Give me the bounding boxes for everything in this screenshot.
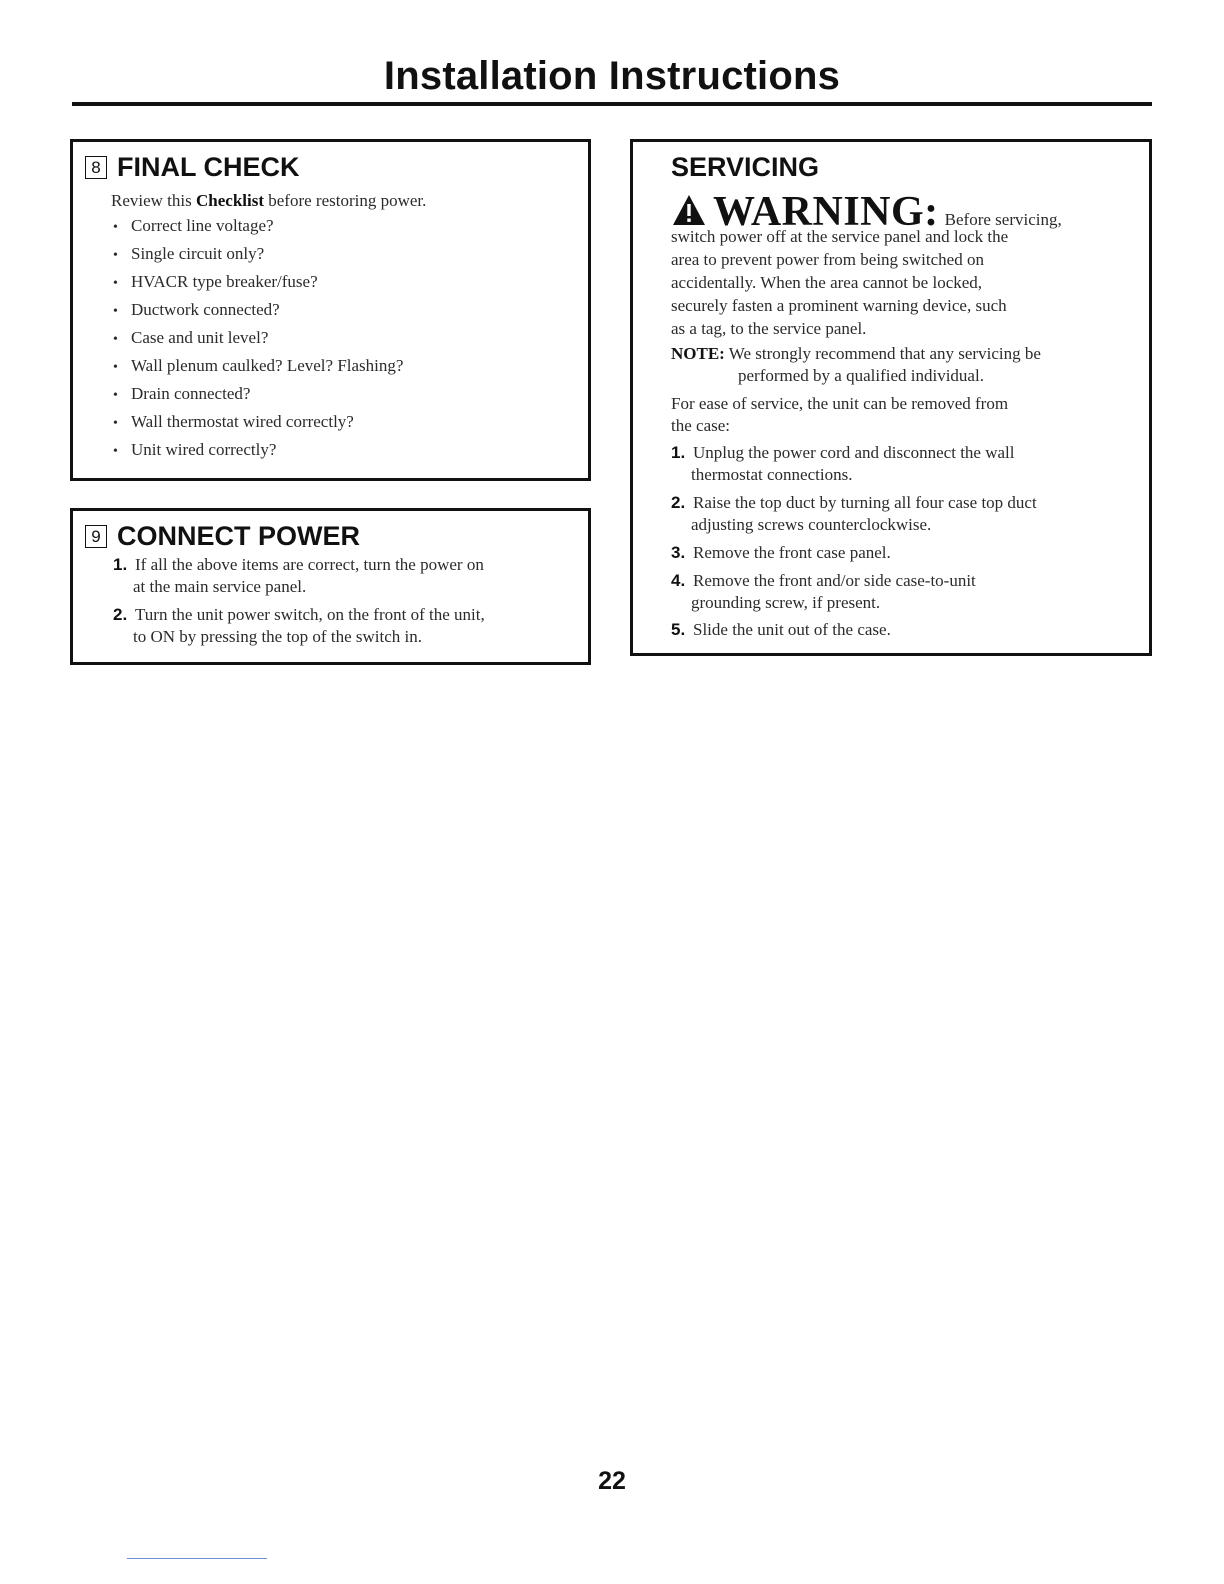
final-check-intro — [111, 190, 426, 213]
title-rule — [72, 102, 1152, 106]
step-num: 3. — [671, 543, 686, 562]
final-check-heading — [85, 152, 300, 183]
step-text: Turn the unit power switch, on the front of the unit, — [135, 605, 485, 624]
power-step-1-cont: at the main service panel. — [133, 577, 307, 596]
step-number-badge: 9 — [85, 525, 107, 548]
warning-word: WARNING: — [713, 189, 939, 235]
intro-text: Review this — [111, 191, 196, 210]
note-label: NOTE: — [671, 344, 725, 363]
warning-lead: Before servicing, — [944, 210, 1062, 229]
connect-power-heading — [85, 521, 360, 552]
checklist-item: • Correct line voltage? — [113, 215, 403, 243]
step-num: 1. — [113, 555, 128, 574]
connect-power-section — [70, 508, 591, 665]
checklist-item: • HVACR type breaker/fuse? — [113, 271, 403, 299]
ease-line: For ease of service, the unit can be removed from — [671, 394, 1009, 413]
checklist-item: • Case and unit level? — [113, 327, 403, 355]
warning-text-line: securely fasten a prominent warning device, such — [671, 296, 1007, 315]
power-step-2-cont: to ON by pressing the top of the switch in. — [133, 627, 422, 646]
warning-text-line: area to prevent power from being switched on — [671, 250, 984, 269]
step-text: Slide the unit out of the case. — [693, 620, 891, 639]
step-num: 5. — [671, 620, 686, 639]
intro-text-end: before restoring power. — [264, 191, 427, 210]
servicing-heading: SERVICING — [671, 152, 820, 182]
final-check-title: FINAL CHECK — [117, 152, 300, 182]
checklist — [113, 215, 403, 467]
service-step-2-cont: adjusting screws counterclockwise. — [691, 515, 932, 534]
checklist-item: • Wall plenum caulked? Level? Flashing? — [113, 355, 403, 383]
checklist-item: • Unit wired correctly? — [113, 439, 403, 467]
power-step-1 — [113, 554, 484, 577]
step-num: 2. — [113, 605, 128, 624]
checklist-item: • Single circuit only? — [113, 243, 403, 271]
page-title: Installation Instructions — [383, 54, 841, 98]
checklist-item: • Ductwork connected? — [113, 299, 403, 327]
service-step-4 — [671, 570, 976, 593]
step-text: Unplug the power cord and disconnect the wall — [693, 443, 1015, 462]
step-text: Remove the front and/or side case-to-unit — [693, 571, 976, 590]
ease-line-cont: the case: — [671, 416, 730, 435]
footer-rule — [127, 1558, 267, 1559]
service-step-3 — [671, 542, 891, 565]
warning-triangle-icon — [671, 193, 707, 227]
note-line-cont: performed by a qualified individual. — [738, 366, 984, 385]
step-text: Raise the top duct by turning all four case top duct — [693, 493, 1037, 512]
step-num: 2. — [671, 493, 686, 512]
servicing-section — [630, 139, 1152, 656]
checklist-item: • Drain connected? — [113, 383, 403, 411]
warning-text-line: as a tag, to the service panel. — [671, 319, 867, 338]
connect-power-title: CONNECT POWER — [117, 521, 360, 551]
warning-text-line: accidentally. When the area cannot be locked, — [671, 273, 983, 292]
note-text: We strongly recommend that any servicing be — [724, 344, 1041, 363]
step-num: 1. — [671, 443, 686, 462]
service-step-1-cont: thermostat connections. — [691, 465, 853, 484]
power-step-2 — [113, 604, 485, 627]
warning-text-line: switch power off at the service panel and lock the — [671, 227, 1009, 246]
step-number-badge: 8 — [85, 156, 107, 179]
step-text: If all the above items are correct, turn the power on — [135, 555, 484, 574]
page-number: 22 — [598, 1467, 626, 1495]
note-line — [671, 343, 1041, 366]
step-text: Remove the front case panel. — [693, 543, 891, 562]
service-step-1 — [671, 442, 1015, 465]
service-step-4-cont: grounding screw, if present. — [691, 593, 881, 612]
final-check-section — [70, 139, 591, 481]
service-step-5 — [671, 619, 891, 642]
service-step-2 — [671, 492, 1037, 515]
checklist-item: • Wall thermostat wired correctly? — [113, 411, 403, 439]
intro-bold-text: Checklist — [196, 191, 264, 210]
step-num: 4. — [671, 571, 686, 590]
